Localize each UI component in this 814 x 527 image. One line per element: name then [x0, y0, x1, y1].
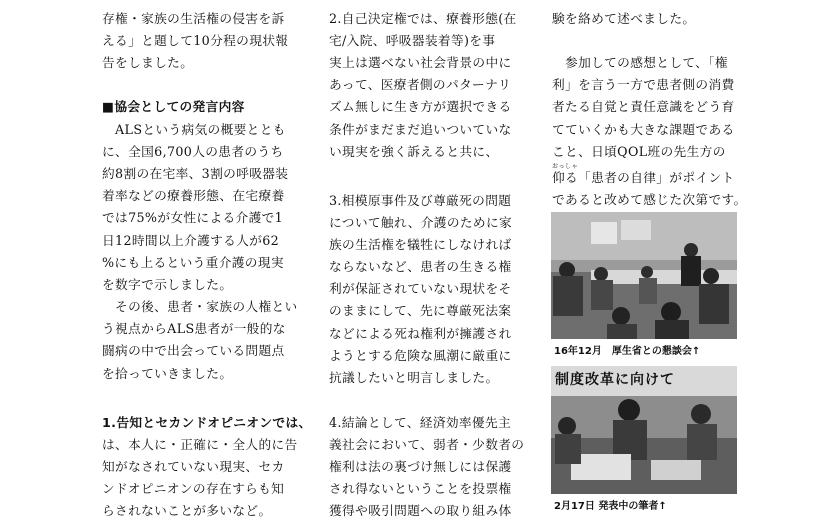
banner-text: 制度改革に向けて	[555, 372, 675, 388]
text-line: のままにして、先に尊厳死法案	[329, 303, 512, 318]
photo-caption: 2月17日 発表中の筆者↑	[554, 501, 667, 512]
text-line: ならないなど、患者の生きる権	[329, 259, 512, 274]
text-line: 利」を言う一方で患者側の消費	[552, 77, 735, 92]
text-line: 利が保証されていない現状をそ	[329, 281, 512, 296]
text-line: てていくかも大きな課題である	[552, 122, 735, 137]
text-line: 族の生活権を犠牲にしなければ	[329, 237, 512, 252]
text-line: 存権・家族の生活権の侵害を訴	[102, 11, 285, 26]
text-line: 実上は選べない社会背景の中に	[329, 55, 512, 70]
text-line: ズム無しに生き方が選択できる	[329, 99, 512, 114]
text-line: らされないことが多いなど。	[102, 503, 272, 518]
text-line: %にも上るという重介護の現実	[102, 255, 284, 270]
photo-caption: 16年12月 厚生省との懇談会↑	[554, 346, 701, 357]
text-line: であると改めて感じた次第です。	[552, 192, 747, 207]
text-line: ンドオピニオンの存在すらも知	[102, 481, 285, 496]
text-line: 参加しての感想として、「権	[552, 55, 728, 70]
text-line: 者たる自覚と責任意識をどう育	[552, 99, 735, 114]
text-line: を拾っていきました。	[102, 366, 233, 381]
text-line: 験を絡めて述べました。	[552, 11, 696, 26]
text-line: について触れ、介護のために家	[329, 215, 513, 230]
section-heading: ■協会としての発言内容	[102, 99, 245, 114]
text-line: こと、日頃QOL班の先生方の	[552, 144, 726, 159]
text-line: 約8割の在宅率、3割の呼吸器装	[102, 166, 289, 181]
item-heading: 1.告知とセカンドオピニオンでは、	[102, 415, 312, 430]
item-heading: 2.自己決定権では、療養形態(在	[329, 11, 517, 26]
text-line: 着率などの療養形態、在宅療養	[102, 188, 285, 203]
text-line: 権利は法の裏づけ無しには保護	[329, 459, 512, 474]
text-line: 日12時間以上介護する人が62	[102, 233, 280, 248]
meeting-photo	[551, 212, 737, 339]
text-line: 知がなされていない現実、セカ	[102, 459, 285, 474]
text-line: その後、患者・家族の人権とい	[102, 299, 298, 314]
text-line: 獲得や吸引問題への取り組み体	[329, 503, 512, 518]
text-line: ALSという病気の概要ととも	[102, 122, 286, 137]
text-line: 抗議したいと明言しました。	[329, 370, 499, 385]
item-heading: 3.相模原事件及び尊厳死の問題	[329, 193, 512, 208]
text-line: 義社会において、弱者・少数者の	[329, 437, 525, 452]
text-line: 告をしました。	[102, 55, 194, 70]
text-line: 条件がまだまだ追いついていな	[329, 122, 512, 137]
text-line: に、全国6,700人の患者のうち	[102, 144, 284, 159]
text-line: い現実を強く訴えると共に、	[329, 144, 499, 159]
text-line: 闘病の中で出会っている問題点	[102, 343, 285, 358]
text-line: を数字で示しました。	[102, 277, 233, 292]
text-line: う視点からALS患者が一般的な	[102, 321, 286, 336]
text-line: える」と題して10分程の現状報	[102, 33, 289, 48]
text-line: ようとする危険な風潮に厳重に	[329, 348, 512, 363]
text-line: 宅/入院、呼吸器装着等)を事	[329, 33, 496, 48]
text-line: は、本人に・正確に・全人的に告	[102, 437, 298, 452]
item-heading: 4.結論として、経済効率優先主	[329, 415, 512, 430]
text-line: では75%が女性による介護で1	[102, 210, 284, 225]
text-line: 仰る「患者の自律」がポイント	[552, 170, 735, 185]
text-line: され得ないということを投票権	[329, 481, 512, 496]
ruby-annotation: おっしゃ	[552, 163, 579, 170]
text-line: あって、医療者側のパターナリ	[329, 77, 512, 92]
text-line: などによる死ね権利が擁護され	[329, 326, 512, 341]
